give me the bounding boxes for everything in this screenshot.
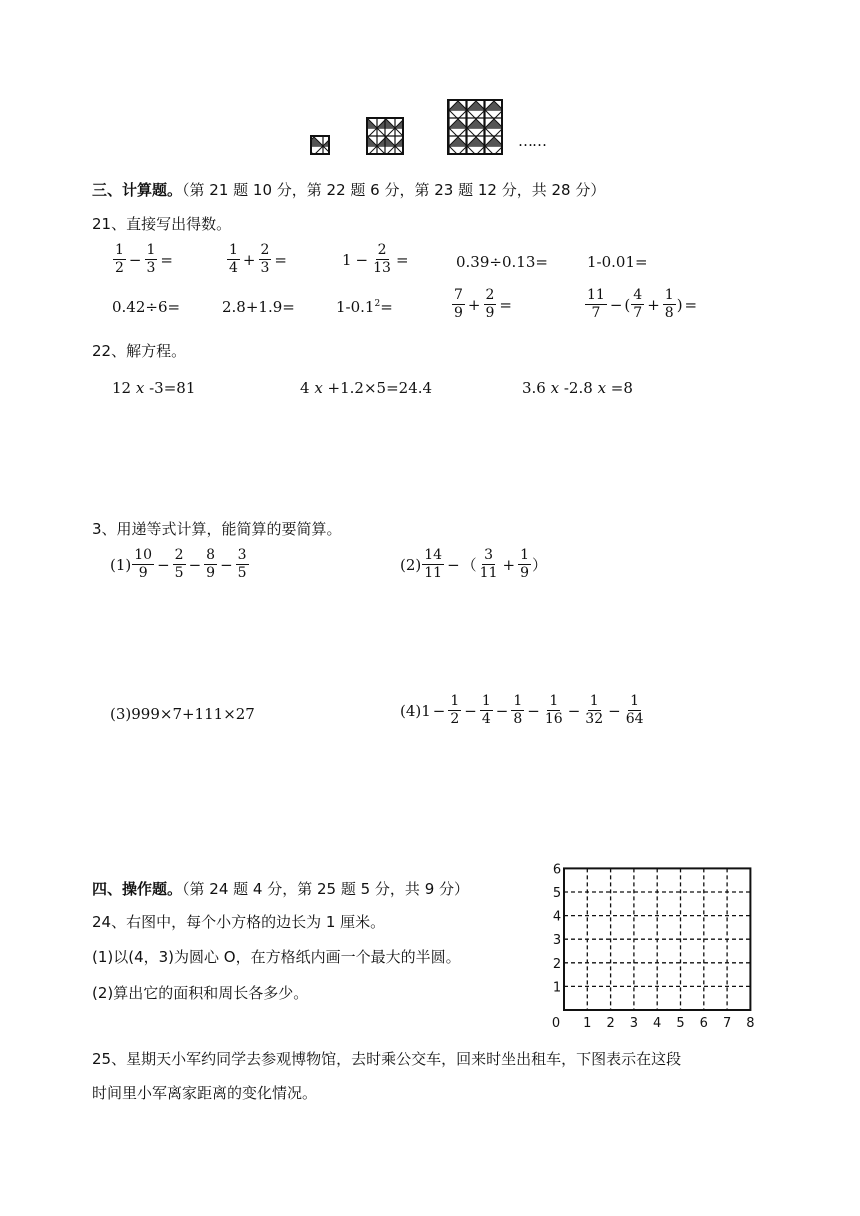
q23-item-4: (4)1 − $\frac{1}{2}$ − $\frac{1}{4}$ − $\frac{1}{8}$ − $\frac{1}{16}$ − $\frac{1}{32}$ − $\frac{1}{64}$ — [400, 693, 644, 727]
grid-x-label: 2 — [606, 1016, 615, 1030]
q21-item-1: $\frac{1}{2}$ − $\frac{1}{3}$ = — [115, 242, 173, 276]
q23-item-1-label: (1) — [110, 555, 132, 574]
q21-item-3: 1 − $\frac{2}{13}$ = — [342, 242, 409, 276]
q23-item-4-label: (4)1 — [400, 701, 431, 720]
q23-item-1: (1) $\frac{10}{9}$ − $\frac{2}{5}$ − $\frac{8}{9}$ − $\frac{3}{5}$ — [110, 547, 247, 581]
grid-x-label: 0 — [551, 1016, 561, 1030]
section-4-title — [92, 878, 469, 899]
grid-paper — [540, 858, 770, 1030]
q22-equation-2: 4 x +1.2×5=24.4 — [300, 379, 433, 397]
grid-x-label: 4 — [653, 1016, 662, 1030]
section-4-note: （第 24 题 4 分，第 25 题 5 分，共 9 分） — [182, 880, 470, 898]
q21-item-6: 0.42÷6= — [112, 298, 181, 316]
q21-item-5: 1-0.01= — [587, 253, 648, 271]
q23-item-2: (2) $\frac{14}{11}$ − （ $\frac{3}{11}$ + $\frac{1}{9}$ ） — [400, 547, 548, 581]
grid-y-label: 1 — [552, 980, 562, 996]
q22-title: 22、解方程。 — [92, 342, 187, 360]
grid-x-label: 1 — [583, 1016, 592, 1030]
q21-item-7: 2.8+1.9= — [222, 298, 295, 316]
section-4-heading: 四、操作题。 — [92, 880, 183, 898]
grid-lines — [564, 868, 750, 1010]
q23-item-3: (3)999×7+111×27 — [110, 705, 255, 723]
section-3-title — [92, 179, 605, 200]
q23-item-2-label: (2) — [400, 555, 422, 574]
q21-item-10: $\frac{11}{7}$ − ( $\frac{4}{7}$ + $\frac{1}{8}$ ) = — [587, 287, 698, 321]
q21-item-8-equals: = — [380, 298, 393, 316]
q21-item-8 — [336, 298, 393, 316]
q21-item-2: $\frac{1}{4}$ + $\frac{2}{3}$ = — [229, 242, 287, 276]
pattern-figure-2 — [367, 118, 403, 154]
q21-item-4: 0.39÷0.13= — [456, 253, 548, 271]
grid-y-label: 6 — [552, 862, 562, 878]
pattern-figure-1 — [311, 136, 329, 154]
grid-y-label: 2 — [552, 956, 562, 972]
q24-line-1: 24、右图中，每个小方格的边长为 1 厘米。 — [92, 913, 386, 931]
grid-x-label: 8 — [746, 1016, 755, 1030]
pattern-figure-3 — [448, 100, 502, 154]
section-3-note: （第 21 题 10 分，第 22 题 6 分，第 23 题 12 分，共 28 分） — [182, 181, 606, 199]
grid-y-label: 4 — [552, 909, 562, 925]
grid-x-label: 3 — [629, 1016, 639, 1030]
section-3-heading: 三、计算题。 — [92, 181, 183, 199]
grid-y-label: 5 — [552, 886, 562, 901]
grid-labels — [552, 862, 755, 1030]
q25-line-2: 时间里小军离家距离的变化情况。 — [92, 1084, 318, 1102]
q21-item-9: $\frac{7}{9}$ + $\frac{2}{9}$ = — [454, 287, 512, 321]
q21-title: 21、直接写出得数。 — [92, 215, 232, 233]
q24-line-3: (2)算出它的面积和周长各多少。 — [92, 984, 309, 1002]
grid-x-label: 6 — [699, 1016, 708, 1030]
q21-item-8-base: 1-0.1 — [336, 298, 375, 316]
q23-title: 3、用递等式计算，能简算的要简算。 — [92, 520, 342, 538]
q22-equation-1: 12 x -3=81 — [112, 379, 196, 397]
pattern-ellipsis: …… — [518, 132, 546, 150]
q22-equation-3: 3.6 x -2.8 x =8 — [522, 379, 633, 397]
q21-item-8-exponent: 2 — [374, 299, 381, 309]
grid-x-label: 7 — [722, 1016, 732, 1030]
q24-line-2: (1)以(4，3)为圆心 O，在方格纸内画一个最大的半圆。 — [92, 948, 461, 966]
q25-line-1: 25、星期天小军约同学去参观博物馆，去时乘公交车，回来时坐出租车，下图表示在这段 — [92, 1050, 682, 1068]
grid-y-label: 3 — [552, 933, 562, 949]
grid-x-label: 5 — [676, 1016, 685, 1030]
